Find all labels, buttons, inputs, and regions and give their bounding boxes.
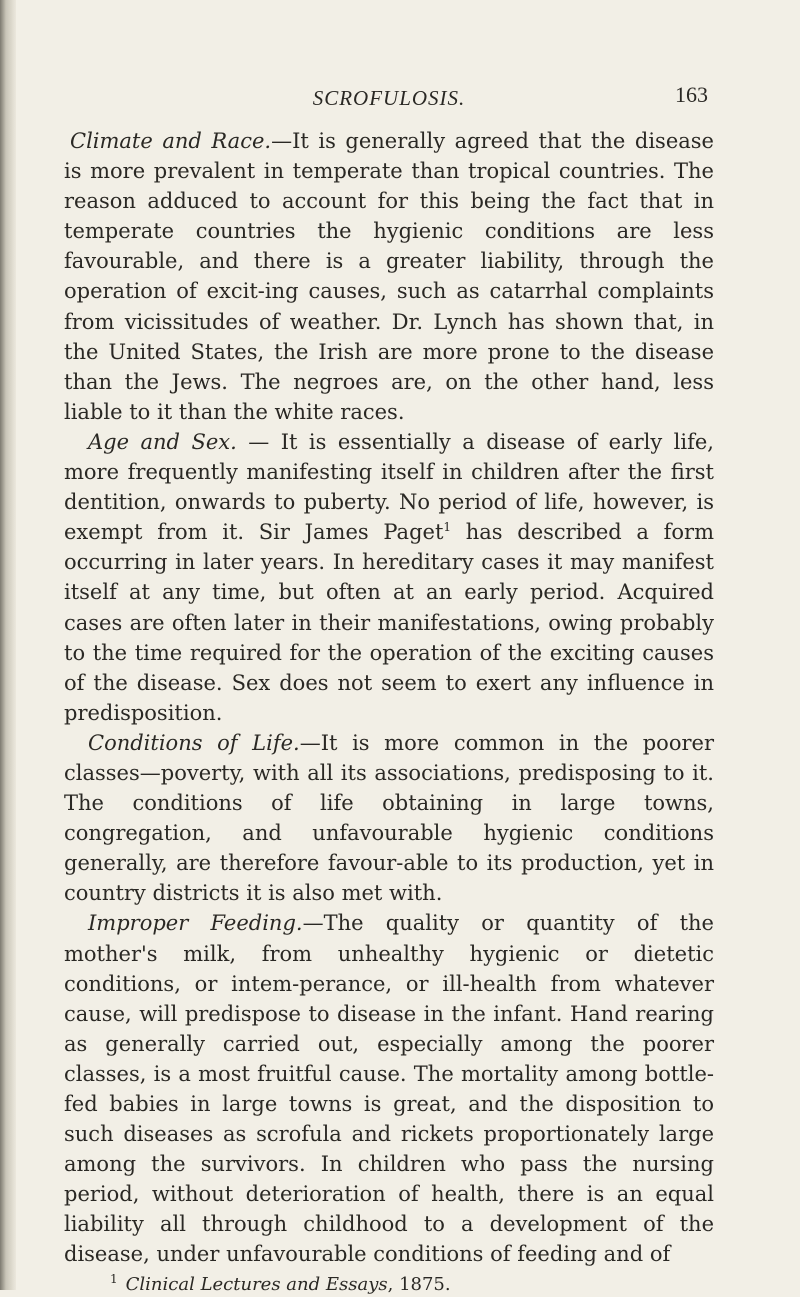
- section-heading: Age and Sex.: [88, 429, 237, 454]
- paragraph-text: The quality or quantity of the mother's milk, from unhealthy hygienic or dietetic conditions, or intem-perance, or ill-health from whatever cause, will predispose to disease in the infant. Hand rearing as generally carried out, especially among the poorer classes, is a most fruitful cause. The mortality among bottle-fed babies in large towns is great, and the disposition to such diseases as scrofula and rickets proportionately large among the survivors. In children who pass the nursing period, without deterioration of health, there is an equal liability all through childhood to a development of the disease, under unfavourable conditions of feeding and of: [64, 911, 714, 1267]
- running-title: SCROFULOSIS.: [312, 86, 466, 110]
- page-number: 163: [675, 82, 708, 107]
- heading-dash: —: [271, 129, 293, 153]
- paragraph-age-and-sex: [64, 427, 714, 728]
- footnote-reference[interactable]: 1: [443, 520, 452, 535]
- paragraph-conditions-of-life: [64, 728, 714, 909]
- book-page: [64, 78, 714, 1297]
- section-heading: Climate and Race.: [70, 129, 272, 153]
- paragraph-text: It is generally agreed that the disease is more prevalent in temperate than tropical countries. The reason adduced to account for this being the fact that in temperate countries the hygienic conditions are less favourable, and there is a greater liability, through the operation of excit-ing causes, such as catarrhal complaints from vicissitudes of weather. Dr. Lynch has shown that, in the United States, the Irish are more prone to the disease than the Jews. The negroes are, on the other hand, less liable to it than the white races.: [64, 129, 714, 424]
- footnote-mark: 1: [110, 1271, 118, 1286]
- footnote: [64, 1273, 714, 1297]
- paragraph-text: It is more common in the poorer classes—poverty, with all its associations, predisposing to it. The conditions of life obtaining in large towns, congregation, and unfavourable hygienic conditions generally, are therefore favour-able to its production, yet in country districts it is also met with.: [64, 730, 714, 906]
- footnote-rest: , 1875.: [387, 1273, 451, 1295]
- paragraph-climate-and-race: [64, 126, 714, 427]
- book-binding-edge: [0, 0, 16, 1290]
- paragraph-text-continued: has described a form occurring in later years. In hereditary cases it may manifest itself at any time, but often at an early period. Acquired cases are often later in their manifestations, owing probably to the time required for the operation of the exciting causes of the disease. Sex does not seem to exert any influence in predisposition.: [64, 520, 715, 725]
- heading-dash: —: [302, 911, 324, 936]
- section-heading: Conditions of Life.: [88, 730, 300, 755]
- footnote-title: Clinical Lectures and Essays: [125, 1273, 388, 1295]
- paragraph-text: It is essentially a disease of early life, more frequently manifesting itself in children after the first dentition, onwards to puberty. No period of life, however, is exempt from it. Sir James Paget: [64, 429, 714, 545]
- heading-dash: —: [299, 730, 321, 755]
- section-heading: Improper Feeding.: [88, 911, 303, 936]
- paragraph-improper-feeding: [64, 908, 714, 1269]
- running-head: [64, 78, 714, 118]
- body-text: [64, 126, 714, 1270]
- heading-dash: —: [236, 429, 281, 454]
